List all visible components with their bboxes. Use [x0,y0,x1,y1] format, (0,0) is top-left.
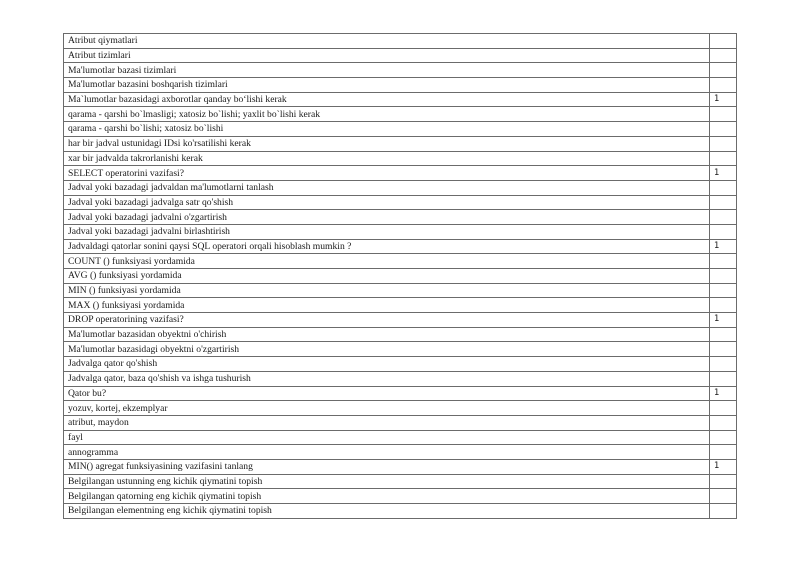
row-mark-cell [710,357,737,372]
row-text-cell: Belgilangan elementning eng kichik qiymatini topish [64,504,710,519]
row-mark-cell [710,430,737,445]
row-text-cell: DROP operatorining vazifasi? [64,313,710,328]
row-text-cell: Ma'lumotlar bazasidan obyektni o'chirish [64,327,710,342]
table-row [64,254,737,269]
row-text-cell: har bir jadval ustunidagi IDsi ko'rsatilishi kerak [64,136,710,151]
table-row [64,34,737,49]
table-row [64,210,737,225]
table-row [64,78,737,93]
table-row [64,371,737,386]
row-mark-cell: 1 [710,92,737,107]
table-row [64,401,737,416]
row-mark-cell [710,151,737,166]
row-mark-cell [710,401,737,416]
table-row [64,136,737,151]
table-row [64,269,737,284]
table-row [64,489,737,504]
row-mark-cell [710,371,737,386]
table-row [64,224,737,239]
row-text-cell: Jadvalga qator qo'shish [64,357,710,372]
row-mark-cell [710,415,737,430]
row-text-cell: Belgilangan ustunning eng kichik qiymatini topish [64,474,710,489]
row-mark-cell [710,269,737,284]
row-mark-cell [710,254,737,269]
row-mark-cell [710,210,737,225]
row-text-cell: Qator bu? [64,386,710,401]
row-mark-cell [710,34,737,49]
row-text-cell: Ma'lumotlar bazasi tizimlari [64,63,710,78]
row-text-cell: SELECT operatorini vazifasi? [64,166,710,181]
table-row [64,357,737,372]
row-text-cell: qarama - qarshi bo`lmasligi; xatosiz bo`lishi; yaxlit bo`lishi kerak [64,107,710,122]
row-text-cell: Ma'lumotlar bazasidagi obyektni o'zgartirish [64,342,710,357]
row-text-cell: Belgilangan qatorning eng kichik qiymatini topish [64,489,710,504]
row-mark-cell [710,504,737,519]
table-row [64,327,737,342]
row-mark-cell [710,298,737,313]
row-mark-cell [710,445,737,460]
row-mark-cell [710,136,737,151]
table-row [64,195,737,210]
row-text-cell: AVG () funksiyasi yordamida [64,269,710,284]
row-text-cell: xar bir jadvalda takrorlanishi kerak [64,151,710,166]
row-text-cell: MIN () funksiyasi yordamida [64,283,710,298]
table-row [64,283,737,298]
row-text-cell: qarama - qarshi bo`lishi; xatosiz bo`lishi [64,122,710,137]
table-row [64,386,737,401]
row-text-cell: Jadval yoki bazadagi jadvalga satr qo'shish [64,195,710,210]
row-mark-cell [710,180,737,195]
row-text-cell: COUNT () funksiyasi yordamida [64,254,710,269]
row-text-cell: yozuv, kortej, ekzemplyar [64,401,710,416]
row-mark-cell [710,122,737,137]
row-text-cell: MAX () funksiyasi yordamida [64,298,710,313]
row-text-cell: atribut, maydon [64,415,710,430]
table-row [64,313,737,328]
row-mark-cell [710,342,737,357]
table-row [64,92,737,107]
row-mark-cell: 1 [710,166,737,181]
row-mark-cell: 1 [710,239,737,254]
row-text-cell: annogramma [64,445,710,460]
table-row [64,298,737,313]
table-row [64,122,737,137]
row-text-cell: Jadval yoki bazadagi jadvaldan ma'lumotlarni tanlash [64,180,710,195]
table-row [64,48,737,63]
table-row [64,430,737,445]
row-mark-cell: 1 [710,313,737,328]
row-mark-cell [710,224,737,239]
row-text-cell: Ma'lumotlar bazasini boshqarish tizimlari [64,78,710,93]
row-mark-cell [710,107,737,122]
row-text-cell: Atribut qiymatlari [64,34,710,49]
table-row [64,239,737,254]
table-row [64,63,737,78]
table-row [64,415,737,430]
row-text-cell: Jadval yoki bazadagi jadvalni birlashtirish [64,224,710,239]
table-row [64,107,737,122]
table-row [64,504,737,519]
row-text-cell: fayl [64,430,710,445]
table-row [64,166,737,181]
row-mark-cell [710,474,737,489]
table-row [64,151,737,166]
table-row [64,459,737,474]
row-mark-cell [710,195,737,210]
row-mark-cell [710,489,737,504]
row-text-cell: Atribut tizimlari [64,48,710,63]
row-mark-cell [710,63,737,78]
question-table-body [64,34,737,519]
row-mark-cell [710,283,737,298]
question-table [63,33,737,519]
table-row [64,445,737,460]
table-row [64,342,737,357]
row-text-cell: Jadval yoki bazadagi jadvalni o'zgartirish [64,210,710,225]
row-mark-cell: 1 [710,386,737,401]
row-mark-cell [710,78,737,93]
row-text-cell: Ma`lumotlar bazasidagi axborotlar qanday bo‘lishi kerak [64,92,710,107]
table-row [64,474,737,489]
row-text-cell: MIN() agregat funksiyasining vazifasini tanlang [64,459,710,474]
row-text-cell: Jadvalga qator, baza qo'shish va ishga tushurish [64,371,710,386]
row-mark-cell [710,48,737,63]
row-mark-cell: 1 [710,459,737,474]
table-row [64,180,737,195]
row-text-cell: Jadvaldagi qatorlar sonini qaysi SQL operatori orqali hisoblash mumkin ? [64,239,710,254]
row-mark-cell [710,327,737,342]
